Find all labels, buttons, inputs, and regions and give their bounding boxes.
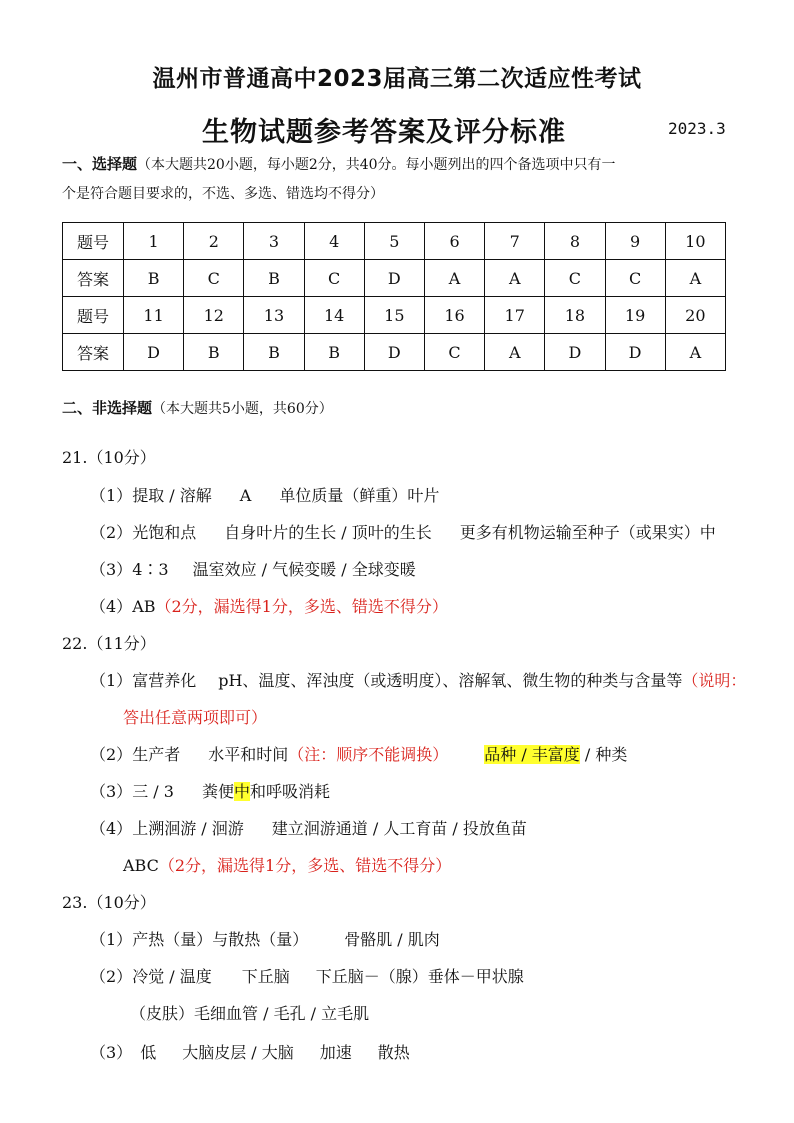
table-cell: 8 xyxy=(545,223,605,260)
q23-l4-c: 加速 xyxy=(319,1043,352,1062)
table-row-label: 题号 xyxy=(63,297,124,334)
table-cell: C xyxy=(304,260,364,297)
q22-l1-note-1: （说明： xyxy=(682,671,747,690)
part1-intro xyxy=(62,150,616,180)
q22-l4-a: 上溯洄游 / 洄游 xyxy=(132,819,244,838)
table-cell: C xyxy=(424,334,484,371)
table-cell: 2 xyxy=(184,223,244,260)
table-cell: A xyxy=(665,334,725,371)
q22-l2-highlight: 品种 / 丰富度 xyxy=(484,745,580,764)
q23-line-1 xyxy=(90,927,440,950)
q22-l3-a: 三 / 3 xyxy=(132,782,174,801)
table-cell: A xyxy=(665,260,725,297)
q23-l4-d: 散热 xyxy=(377,1043,410,1062)
q21-l3-num: （3） xyxy=(90,560,133,579)
table-cell: A xyxy=(485,334,545,371)
q21-l4-a: AB xyxy=(132,597,156,616)
table-cell: B xyxy=(184,334,244,371)
table-cell: 14 xyxy=(304,297,364,334)
q23-l2-a: 冷觉 / 温度 xyxy=(132,967,212,986)
table-cell: B xyxy=(244,334,304,371)
q21-line-4 xyxy=(90,594,448,617)
table-cell: B xyxy=(124,260,184,297)
table-cell: 4 xyxy=(304,223,364,260)
q21-l3-b: 温室效应 / 气候变暖 / 全球变暖 xyxy=(192,560,416,579)
q21-l2-b: 自身叶片的生长 / 顶叶的生长 xyxy=(224,523,432,542)
table-row xyxy=(63,334,726,371)
q22-l2-a: 生产者 xyxy=(132,745,181,764)
q21-l4-num: （4） xyxy=(90,597,133,616)
table-cell: B xyxy=(244,260,304,297)
table-cell: 19 xyxy=(605,297,665,334)
document-title: 生物试题参考答案及评分标准 xyxy=(202,117,566,148)
table-cell: 16 xyxy=(424,297,484,334)
q22-line-1 xyxy=(90,668,746,691)
q22-l3-b2: 和呼吸消耗 xyxy=(249,782,330,801)
q22-l2-c: / 种类 xyxy=(579,745,628,764)
table-cell: C xyxy=(184,260,244,297)
part1-desc-2: 个是符合题目要求的，不选、多选、错选均不得分） xyxy=(62,186,384,202)
q23-l4-num: （3） xyxy=(90,1043,133,1062)
q23-l1-a: 产热（量）与散热（量） xyxy=(132,930,309,949)
q21-l4-note: （2分，漏选得1分，多选、错选不得分） xyxy=(155,597,448,616)
q21-l1-num: （1） xyxy=(90,486,133,505)
table-cell: 3 xyxy=(244,223,304,260)
table-cell: 7 xyxy=(485,223,545,260)
q22-l4-b: 建立洄游通道 / 人工育苗 / 投放鱼苗 xyxy=(271,819,527,838)
q22-l3-highlight: 中 xyxy=(233,782,250,801)
q22-l5-note: （2分，漏选得1分，多选、错选不得分） xyxy=(158,856,452,875)
table-cell: B xyxy=(304,334,364,371)
table-row-label: 答案 xyxy=(63,334,124,371)
table-cell: 15 xyxy=(364,297,424,334)
q21-l2-a: 光饱和点 xyxy=(132,523,197,542)
q23-l4-b: 大脑皮层 / 大脑 xyxy=(182,1043,294,1062)
q21-line-1 xyxy=(90,483,439,506)
table-cell: 13 xyxy=(244,297,304,334)
table-cell: 12 xyxy=(184,297,244,334)
exam-title: 温州市普通高中2023届高三第二次适应性考试 xyxy=(152,66,642,92)
q22-l2-note: （注：顺序不能调换） xyxy=(288,745,449,764)
q23-line-3: （皮肤）毛细血管 / 毛孔 / 立毛肌 xyxy=(130,1004,370,1023)
part1-heading: 一、选择题 xyxy=(62,155,138,173)
part2-intro xyxy=(62,394,333,424)
q21-line-2 xyxy=(90,520,716,543)
q21-line-3 xyxy=(90,557,416,580)
q22-l1-num: （1） xyxy=(90,671,133,690)
q23-line-4 xyxy=(90,1040,410,1063)
q22-l2-b: 水平和时间 xyxy=(208,745,289,764)
table-cell: 17 xyxy=(485,297,545,334)
q23-l4-a: 低 xyxy=(140,1043,157,1062)
table-cell: 5 xyxy=(364,223,424,260)
q21-l1-b: A xyxy=(239,486,252,505)
q21-l2-c: 更多有机物运输至种子（或果实）中 xyxy=(459,523,716,542)
table-cell: 1 xyxy=(124,223,184,260)
q22-l1-b: pH、温度、浑浊度（或透明度）、溶解氧、微生物的种类与含量等 xyxy=(218,671,683,690)
table-cell: A xyxy=(485,260,545,297)
q21-title: 21.（10分） xyxy=(62,448,156,467)
table-cell: 11 xyxy=(124,297,184,334)
q22-line-5 xyxy=(123,853,451,876)
table-cell: D xyxy=(364,334,424,371)
exam-date: 2023.3 xyxy=(668,119,726,138)
table-cell: 10 xyxy=(665,223,725,260)
q23-l2-c: 下丘脑－（腺）垂体－甲状腺 xyxy=(315,967,524,986)
q22-l1-note-2: 答出任意两项即可） xyxy=(123,708,268,727)
q23-l2-num: （2） xyxy=(90,967,133,986)
table-row-label: 答案 xyxy=(63,260,124,297)
q21-l1-c: 单位质量（鲜重）叶片 xyxy=(279,486,440,505)
table-cell: D xyxy=(545,334,605,371)
table-row xyxy=(63,223,726,260)
q23-title: 23.（10分） xyxy=(62,893,156,912)
q22-l3-b1: 粪便 xyxy=(201,782,234,801)
table-cell: C xyxy=(605,260,665,297)
table-row-label: 题号 xyxy=(63,223,124,260)
table-cell: D xyxy=(605,334,665,371)
q22-line-2 xyxy=(90,742,627,765)
table-cell: C xyxy=(545,260,605,297)
table-cell: 6 xyxy=(424,223,484,260)
table-cell: A xyxy=(424,260,484,297)
table-cell: 20 xyxy=(665,297,725,334)
q22-l4-num: （4） xyxy=(90,819,133,838)
q23-l2-b: 下丘脑 xyxy=(241,967,290,986)
answer-table xyxy=(62,222,726,371)
q21-l2-num: （2） xyxy=(90,523,133,542)
table-cell: D xyxy=(124,334,184,371)
q22-l5-a: ABC xyxy=(123,856,159,875)
q22-l1-a: 富营养化 xyxy=(132,671,197,690)
q21-l3-a: 4∶3 xyxy=(132,560,169,579)
q22-title: 22.（11分） xyxy=(62,634,156,653)
q22-line-4 xyxy=(90,816,527,839)
q21-l1-a: 提取 / 溶解 xyxy=(132,486,212,505)
q23-line-2 xyxy=(90,964,524,987)
part1-desc-1: （本大题共20小题，每小题2分，共40分。每小题列出的四个备选项中只有一 xyxy=(137,157,616,173)
q22-l3-num: （3） xyxy=(90,782,133,801)
q23-l1-num: （1） xyxy=(90,930,133,949)
part2-desc: （本大题共5小题，共60分） xyxy=(152,401,333,417)
table-cell: 18 xyxy=(545,297,605,334)
table-row xyxy=(63,297,726,334)
q22-l2-num: （2） xyxy=(90,745,133,764)
table-cell: D xyxy=(364,260,424,297)
q23-l1-b: 骨骼肌 / 肌肉 xyxy=(344,930,440,949)
table-cell: 9 xyxy=(605,223,665,260)
part2-heading: 二、非选择题 xyxy=(62,399,153,417)
q22-line-3 xyxy=(90,779,330,802)
table-row xyxy=(63,260,726,297)
